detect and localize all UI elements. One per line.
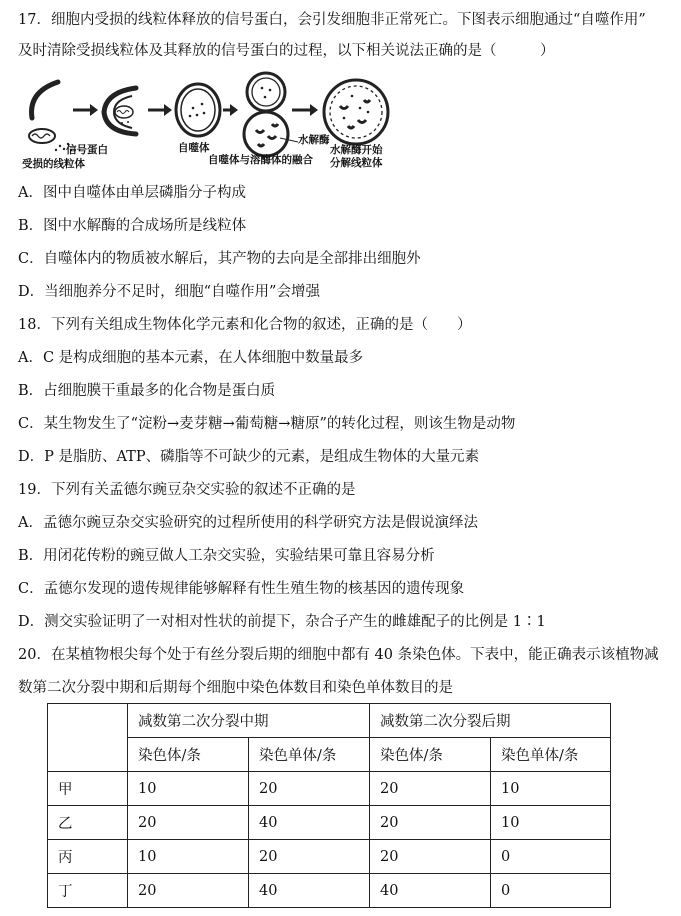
fusing-autophagosome bbox=[247, 73, 285, 111]
table-cell: 10 bbox=[128, 772, 249, 806]
label-signal-protein: 信号蛋白 bbox=[66, 144, 108, 156]
table-cell: 0 bbox=[491, 874, 611, 908]
table-cell: 20 bbox=[370, 806, 491, 840]
damaged-mitochondrion bbox=[29, 129, 55, 143]
q20-stem-line1: 20．在某植物根尖每个处于有丝分裂后期的细胞中都有 40 条染色体。下表中，能正确表示该植物减 bbox=[18, 647, 659, 663]
autophagosome bbox=[176, 84, 220, 136]
q18-stem: 18．下列有关组成生物体化学元素和化合物的叙述，正确的是（ ） bbox=[18, 317, 472, 333]
table-row bbox=[48, 772, 611, 806]
label-hydrolysis-start-2: 分解线粒体 bbox=[330, 157, 383, 169]
q19-option-d: D．测交实验证明了一对相对性状的前提下，杂合子产生的雌雄配子的比例是 1∶1 bbox=[18, 614, 546, 630]
row-label: 甲 bbox=[48, 772, 128, 806]
table-sub-header: 染色单体/条 bbox=[249, 738, 370, 772]
q17-option-a: A．图中自噬体由单层磷脂分子构成 bbox=[18, 185, 246, 201]
table-corner-cell bbox=[48, 704, 128, 772]
table-cell: 20 bbox=[370, 840, 491, 874]
table-cell: 10 bbox=[491, 806, 611, 840]
autolysosome bbox=[324, 80, 388, 144]
q18-option-d: D．P 是脂肪、ATP、磷脂等不可缺少的元素，是组成生物体的大量元素 bbox=[18, 449, 480, 465]
q18-option-c: C．某生物发生了“淀粉→麦芽糖→葡萄糖→糖原”的转化过程，则该生物是动物 bbox=[18, 416, 516, 432]
q17-option-c: C．自噬体内的物质被水解后，其产物的去向是全部排出细胞外 bbox=[18, 251, 421, 267]
label-autophagosome: 自噬体 bbox=[178, 142, 210, 154]
label-hydrolysis-start-1: 水解酶开始 bbox=[330, 144, 383, 156]
table-cell: 40 bbox=[370, 874, 491, 908]
q19-stem: 19．下列有关孟德尔豌豆杂交实验的叙述不正确的是 bbox=[18, 482, 356, 498]
chromosome-count-table bbox=[47, 703, 611, 908]
q17-stem-line2: 及时清除受损线粒体及其释放的信号蛋白的过程，以下相关说法正确的是（ ） bbox=[18, 43, 555, 59]
table-row bbox=[48, 874, 611, 908]
q17-option-d: D．当细胞养分不足时，细胞“自噬作用”会增强 bbox=[18, 284, 320, 300]
table-cell: 40 bbox=[249, 806, 370, 840]
row-label: 丙 bbox=[48, 840, 128, 874]
table-cell: 0 bbox=[491, 840, 611, 874]
q19-option-b: B．用闭花传粉的豌豆做人工杂交实验，实验结果可靠且容易分析 bbox=[18, 548, 435, 564]
table-group-header: 减数第二次分裂后期 bbox=[370, 704, 611, 738]
autophagy-figure bbox=[18, 70, 418, 174]
q20-stem-line2: 数第二次分裂中期和后期每个细胞中染色体数目和染色单体数目的是 bbox=[18, 680, 453, 696]
table-sub-header: 染色体/条 bbox=[128, 738, 249, 772]
label-damaged-mitochondrion: 受损的线粒体 bbox=[22, 158, 85, 170]
lysosome bbox=[244, 112, 288, 156]
table-cell: 20 bbox=[128, 806, 249, 840]
table-group-header-row bbox=[48, 704, 611, 738]
table-cell: 20 bbox=[370, 772, 491, 806]
table-cell: 40 bbox=[249, 874, 370, 908]
table-sub-header-row bbox=[48, 738, 611, 772]
label-fusion: 自噬体与溶酶体的融合 bbox=[208, 154, 313, 166]
table-sub-header: 染色单体/条 bbox=[491, 738, 611, 772]
table-cell: 20 bbox=[249, 772, 370, 806]
table-cell: 20 bbox=[128, 874, 249, 908]
table-cell: 10 bbox=[128, 840, 249, 874]
q18-option-b: B．占细胞膜干重最多的化合物是蛋白质 bbox=[18, 383, 276, 399]
q19-option-c: C．孟德尔发现的遗传规律能够解释有性生殖生物的核基因的遗传现象 bbox=[18, 581, 465, 597]
table-group-header: 减数第二次分裂中期 bbox=[128, 704, 370, 738]
row-label: 乙 bbox=[48, 806, 128, 840]
label-hydrolase: 水解酶 bbox=[298, 134, 330, 146]
q17-option-b: B．图中水解酶的合成场所是线粒体 bbox=[18, 218, 247, 234]
q19-option-a: A．孟德尔豌豆杂交实验研究的过程所使用的科学研究方法是假说演绎法 bbox=[18, 515, 478, 531]
table-cell: 20 bbox=[249, 840, 370, 874]
q18-option-a: A．C 是构成细胞的基本元素，在人体细胞中数量最多 bbox=[18, 350, 364, 366]
table-row bbox=[48, 840, 611, 874]
q17-stem-line1: 17．细胞内受损的线粒体释放的信号蛋白，会引发细胞非正常死亡。下图表示细胞通过“自噬作用” bbox=[18, 12, 646, 28]
table-row bbox=[48, 806, 611, 840]
row-label: 丁 bbox=[48, 874, 128, 908]
table-sub-header: 染色体/条 bbox=[370, 738, 491, 772]
isolation-membrane bbox=[32, 82, 58, 118]
table-cell: 10 bbox=[491, 772, 611, 806]
